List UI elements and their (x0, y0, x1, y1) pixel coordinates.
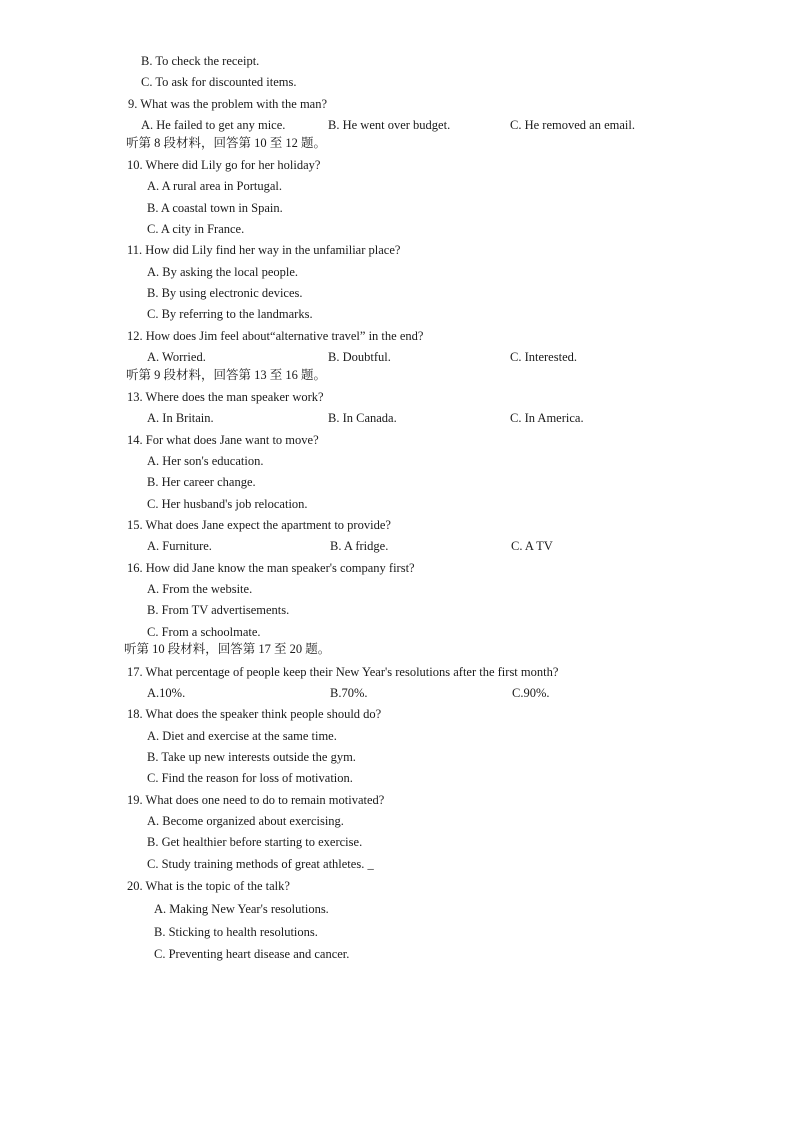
option-c: C. A TV (511, 539, 553, 553)
option-b: B. By using electronic devices. (147, 286, 303, 300)
option-b: B. To check the receipt. (141, 54, 260, 68)
option-a: A. By asking the local people. (147, 265, 299, 279)
option-c: C. Her husband's job relocation. (147, 497, 308, 511)
option-c: C. In America. (510, 411, 584, 425)
question-18: 18. What does the speaker think people should do? (127, 707, 382, 721)
option-b: B.70%. (330, 686, 368, 700)
option-a: A. Her son's education. (147, 454, 264, 468)
option-b: B. Take up new interests outside the gym. (147, 750, 356, 764)
question-14: 14. For what does Jane want to move? (127, 433, 319, 447)
option-a: A. In Britain. (147, 411, 214, 425)
question-12: 12. How does Jim feel about“alternative travel” in the end? (127, 329, 424, 343)
option-a: A. Furniture. (147, 539, 212, 553)
option-c: C. Interested. (510, 350, 577, 364)
option-c: C. A city in France. (147, 222, 245, 236)
option-a: A. Diet and exercise at the same time. (147, 729, 337, 743)
option-c: C. Find the reason for loss of motivation. (147, 771, 353, 785)
option-c: C. By referring to the landmarks. (147, 307, 313, 321)
question-15: 15. What does Jane expect the apartment to provide? (127, 518, 391, 532)
option-c: C. Study training methods of great athletes. _ (147, 857, 374, 871)
option-c: C. From a schoolmate. (147, 625, 261, 639)
option-c: C.90%. (512, 686, 550, 700)
option-c: C. To ask for discounted items. (141, 75, 297, 89)
option-a: A. Worried. (147, 350, 206, 364)
question-20: 20. What is the topic of the talk? (127, 879, 290, 893)
section-heading-10: 听第 10 段材料，回答第 17 至 20 题。 (124, 642, 331, 656)
question-9: 9. What was the problem with the man? (128, 97, 328, 111)
option-b: B. He went over budget. (328, 118, 451, 132)
option-c: C. He removed an email. (510, 118, 635, 132)
option-b: B. A fridge. (330, 539, 389, 553)
section-heading-9: 听第 9 段材料，回答第 13 至 16 题。 (126, 368, 327, 382)
question-10: 10. Where did Lily go for her holiday? (127, 158, 321, 172)
option-b: B. A coastal town in Spain. (147, 201, 283, 215)
option-b: B. From TV advertisements. (147, 603, 290, 617)
option-a: A. Become organized about exercising. (147, 814, 344, 828)
question-17: 17. What percentage of people keep their New Year's resolutions after the first month? (127, 665, 559, 679)
option-b: B. Her career change. (147, 475, 256, 489)
option-b: B. Sticking to health resolutions. (154, 925, 318, 939)
section-heading-8: 听第 8 段材料，回答第 10 至 12 题。 (126, 136, 327, 150)
option-b: B. In Canada. (328, 411, 397, 425)
question-19: 19. What does one need to do to remain motivated? (127, 793, 385, 807)
question-16: 16. How did Jane know the man speaker's company first? (127, 561, 415, 575)
option-c: C. Preventing heart disease and cancer. (154, 947, 350, 961)
option-a: A. He failed to get any mice. (141, 118, 286, 132)
option-a: A. Making New Year's resolutions. (154, 902, 329, 916)
question-13: 13. Where does the man speaker work? (127, 390, 324, 404)
option-b: B. Get healthier before starting to exercise. (147, 835, 363, 849)
question-11: 11. How did Lily find her way in the unfamiliar place? (127, 243, 401, 257)
option-b: B. Doubtful. (328, 350, 391, 364)
option-a: A.10%. (147, 686, 186, 700)
option-a: A. From the website. (147, 582, 253, 596)
option-a: A. A rural area in Portugal. (147, 179, 283, 193)
